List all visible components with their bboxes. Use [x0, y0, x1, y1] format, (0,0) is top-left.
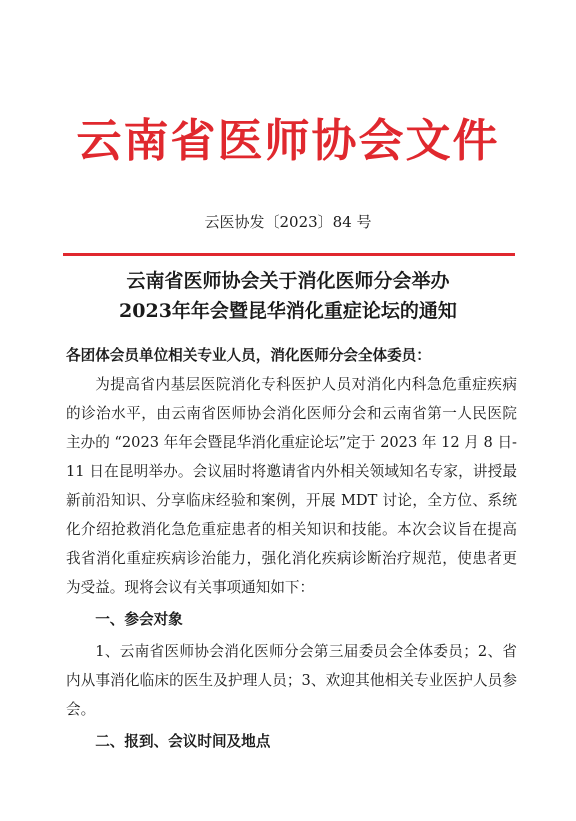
notice-body	[66, 341, 517, 756]
document-header-title: 云南省医师协会文件	[76, 114, 500, 167]
paragraph-intro: 为提高省内基层医院消化专科医护人员对消化内科急危重症疾病的诊治水平，由云南省医师协会消化医师分会和云南省第一人民医院主办的 “2023 年年会暨昆华消化重症论坛”定于 2023 年 12 月 8 日-11 日在昆明举办。会议届时将邀请省内外相关领域知名专家，讲授最新前沿知识、分享临床经验和案例，开展 MDT 讨论，全方位、系统化介绍抢救消化急危重症患者的相关知识和技能。本次会议旨在提高我省消化重症疾病诊治能力，强化消化疾病诊断治疗规范，使患者更为受益。现将会议有关事项通知如下：	[66, 376, 517, 596]
notice-title	[0, 266, 576, 326]
document-number: 云医协发〔2023〕84 号	[204, 213, 372, 231]
section-text-attendees: 1、云南省医师协会消化医师分会第三届委员会全体委员；2、省内从事消化临床的医生及护理人员；3、欢迎其他相关专业医护人员参会。	[66, 643, 517, 718]
section-heading-time-location: 二、报到、会议时间及地点	[95, 733, 271, 750]
salutation: 各团体会员单位相关专业人员，消化医师分会全体委员：	[66, 347, 431, 364]
section-heading-attendees: 一、参会对象	[95, 611, 183, 628]
notice-title-line-2: 2023年年会暨昆华消化重症论坛的通知	[119, 300, 457, 322]
notice-title-line-1: 云南省医师协会关于消化医师分会举办	[126, 270, 450, 292]
red-divider-line	[63, 253, 515, 256]
